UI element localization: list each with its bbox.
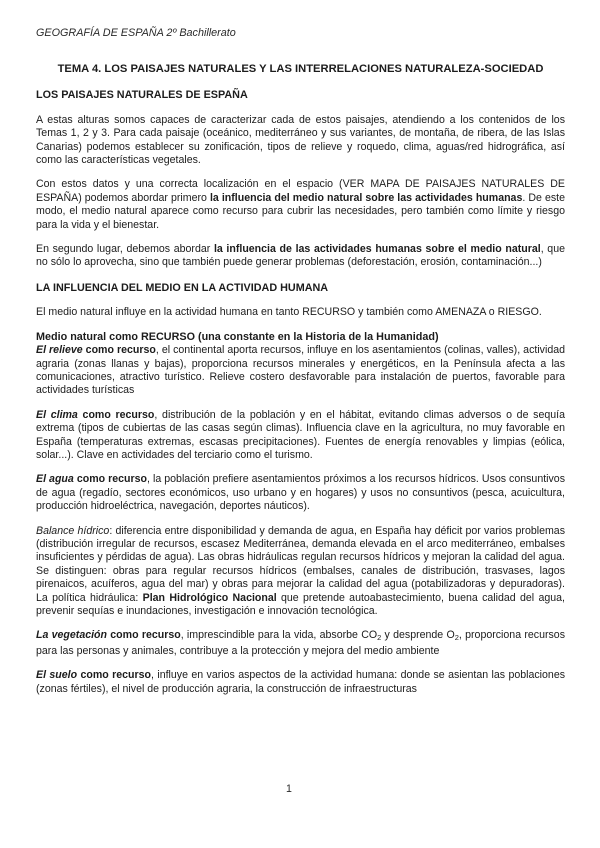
paragraph-el-relieve: El relieve como recurso, el continental aporta recursos, influye en los asentamientos (colinas, valles), actividad agraria (zonas llanas y bajas), proporciona recursos minerales y energéticos, en la Península afecta a las comunicaciones, atractivo turístico. Relieve costero desfavorable para instalación de puertos, favorable para actividades turísticas — [36, 344, 565, 397]
doc-header: GEOGRAFÍA DE ESPAÑA 2º Bachillerato — [36, 27, 236, 39]
heading-los-paisajes-naturales: LOS PAISAJES NATURALES DE ESPAÑA — [36, 89, 248, 102]
paragraph-el-suelo: El suelo como recurso, influye en varios aspectos de la actividad humana: donde se asientan las poblaciones (zonas fértiles), el nivel de producción agraria, la construcción de infraestructuras — [36, 669, 566, 695]
paragraph-medio-natural-influye: El medio natural influye en la actividad humana en tanto RECURSO y también como AMENAZA o RIESGO. — [36, 306, 542, 319]
doc-title: TEMA 4. LOS PAISAJES NATURALES Y LAS INTERRELACIONES NATURALEZA-SOCIEDAD — [57, 63, 544, 76]
page-number: 1 — [286, 782, 292, 795]
paragraph-la-vegetacion: La vegetación como recurso, imprescindible para la vida, absorbe CO2 y desprende O2, proporciona recursos para las personas y animales, contribuye a la protección y mejora del medio ambiente — [36, 629, 565, 657]
paragraph-el-clima: El clima como recurso, distribución de la población y en el hábitat, evitando climas adversos o de sequía extrema (tipos de cubiertas de las casas según climas). Influencia clave en la agricultura, no muy favorable en España (temperaturas extremas, escasas precipitaciones). Fuentes de energía renovables y limpias (eólica, solar...). Clave en actividades del terciario como el turismo. — [36, 408, 565, 461]
heading-influencia-del-medio: LA INFLUENCIA DEL MEDIO EN LA ACTIVIDAD HUMANA — [36, 281, 329, 294]
paragraph-balance-hidrico: Balance hídrico: diferencia entre disponibilidad y demanda de agua, en España hay déficit por varios problemas (distribución irregular de recursos, escasez Mediterránea, demanda elevada en el arco mediterráneo, embalses insuficientes y pérdidas de agua). Las obras hidráulicas regulan recursos hídricos y mejoran la calidad del agua. Se distinguen: obras para regular recursos hídricos (embalses, canales de distribución, trasvases, lagos pirenaicos, acuíferos, agua del mar) y obras para mejorar la calidad del agua (potabilizadoras y depuradoras). La política hidráulica: Plan Hidrológico Nacional que pretende autoabastecimiento, buena calidad del agua, prevenir sequías e inundaciones, investigación e innovación tecnológica. — [36, 524, 566, 617]
paragraph-intro: A estas alturas somos capaces de caracterizar cada de estos paisajes, atendiendo a los contenidos de los Temas 1, 2 y 3. Para cada paisaje (oceánico, mediterráneo y sus variantes, de montaña, de ribera, de las Islas Canarias) podemos establecer su zonificación, tipos de relieve y roquedo, clima, aguas/red hidrográfica, así como las características vegetales. — [36, 113, 565, 167]
paragraph-con-estos-datos: Con estos datos y una correcta localización en el espacio (VER MAPA DE PAISAJES NATURALES DE ESPAÑA) podemos abordar primero la influencia del medio natural sobre las actividades humanas. De este modo, el medio natural aparece como recurso para cubrir las necesidades, pero también como límite y riesgo para la vida y el bienestar. — [36, 178, 565, 231]
subheading-medio-natural-como-recurso: Medio natural como RECURSO (una constante en la Historia de la Humanidad) — [36, 330, 439, 343]
paragraph-el-agua: El agua como recurso, la población prefiere asentamientos próximos a los recursos hídricos. Usos consuntivos de agua (regadío, sectores económicos, uso urbano y en hogares) y usos no consuntivos (pesca, acuicultura, producción hidroeléctrica, navegación, deportes náuticos). — [36, 473, 565, 513]
paragraph-en-segundo-lugar: En segundo lugar, debemos abordar la influencia de las actividades humanas sobre el medio natural, que no sólo lo aprovecha, sino que también puede generar problemas (deforestación, erosión, contaminación...) — [36, 243, 565, 269]
